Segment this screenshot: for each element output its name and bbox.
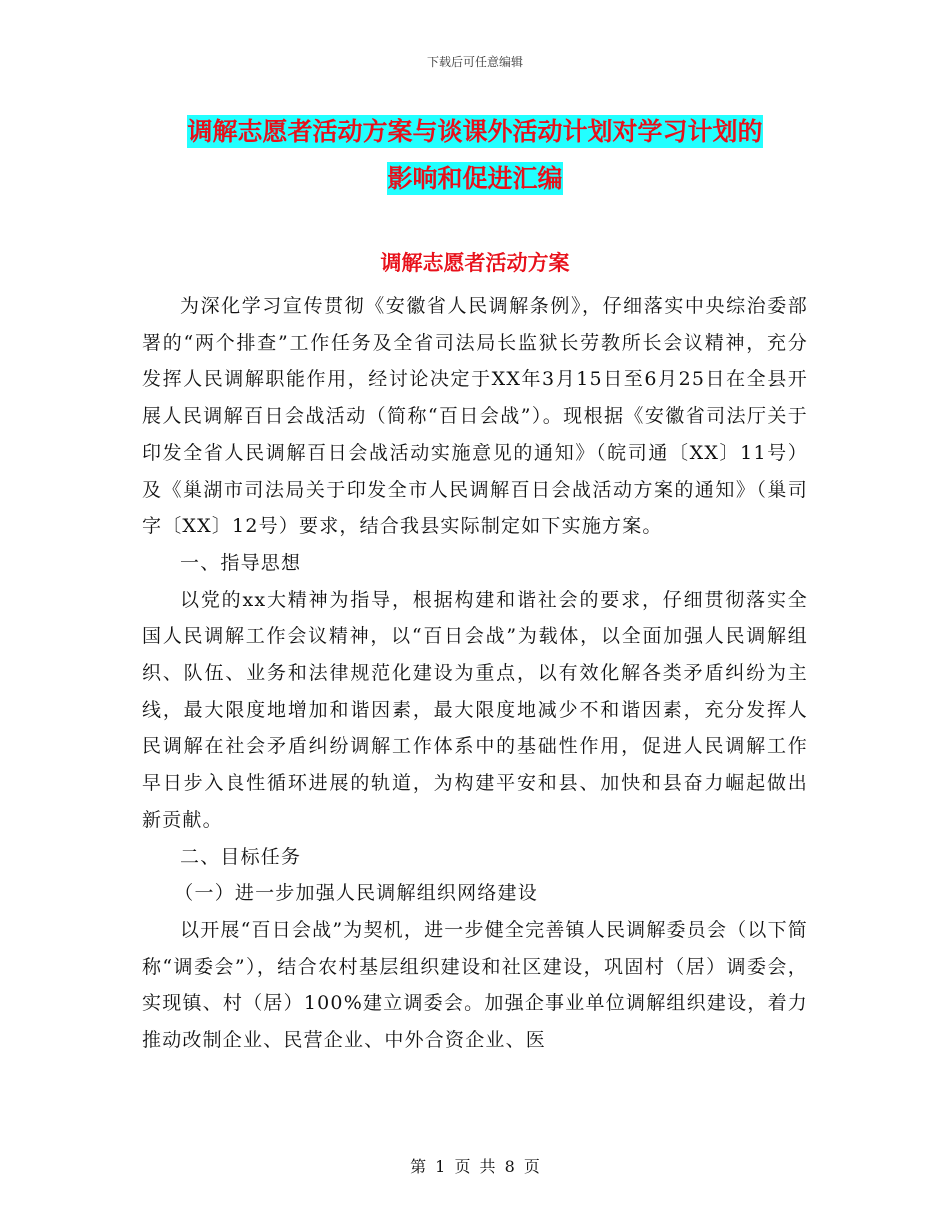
document-title-line-2: 影响和促进汇编	[387, 164, 563, 193]
document-title-line-1: 调解志愿者活动方案与谈课外活动计划对学习计划的	[187, 117, 763, 146]
heading-goals-tasks: 二、目标任务	[180, 845, 302, 868]
header-note: 下载后可任意编辑	[426, 55, 523, 69]
body-text	[142, 288, 808, 1059]
heading-guiding-ideology: 一、指导思想	[180, 551, 302, 574]
section-title: 调解志愿者活动方案	[380, 251, 570, 275]
document-title	[0, 108, 950, 202]
paragraph-organization-network: 以开展“百日会战”为契机，进一步健全完善镇人民调解委员会（以下简称“调委会”），结合农村基层组织建设和社区建设，巩固村（居）调委会，实现镇、村（居）100%建立调委会。加强企事业单位调解组织建设，着力推动改制企业、民营企业、中外合资企业、医	[142, 918, 808, 1052]
page-footer: 第 1 页 共 8 页	[410, 1157, 540, 1176]
paragraph-intro: 为深化学习宣传贯彻《安徽省人民调解条例》，仔细落实中央综治委部署的“两个排查”工作任务及全省司法局长监狱长劳教所长会议精神，充分发挥人民调解职能作用，经讨论决定于XX年3月15日至6月25日在全县开展人民调解百日会战活动（简称“百日会战”）。现根据《安徽省司法厅关于印发全省人民调解百日会战活动实施意见的通知》（皖司通〔XX〕11号）及《巢湖市司法局关于印发全市人民调解百日会战活动方案的通知》（巢司字〔XX〕12号）要求，结合我县实际制定如下实施方案。	[142, 295, 808, 538]
paragraph-guiding-ideology: 以党的xx大精神为指导，根据构建和谐社会的要求，仔细贯彻落实全国人民调解工作会议精神，以“百日会战”为载体，以全面加强人民调解组织、队伍、业务和法律规范化建设为重点，以有效化解各类矛盾纠纷为主线，最大限度地增加和谐因素，最大限度地减少不和谐因素，充分发挥人民调解在社会矛盾纠纷调解工作体系中的基础性作用，促进人民调解工作早日步入良性循环进展的轨道，为构建平安和县、加快和县奋力崛起做出新贡献。	[142, 588, 808, 831]
subheading-organization-network: （一）进一步加强人民调解组织网络建设	[174, 882, 538, 905]
